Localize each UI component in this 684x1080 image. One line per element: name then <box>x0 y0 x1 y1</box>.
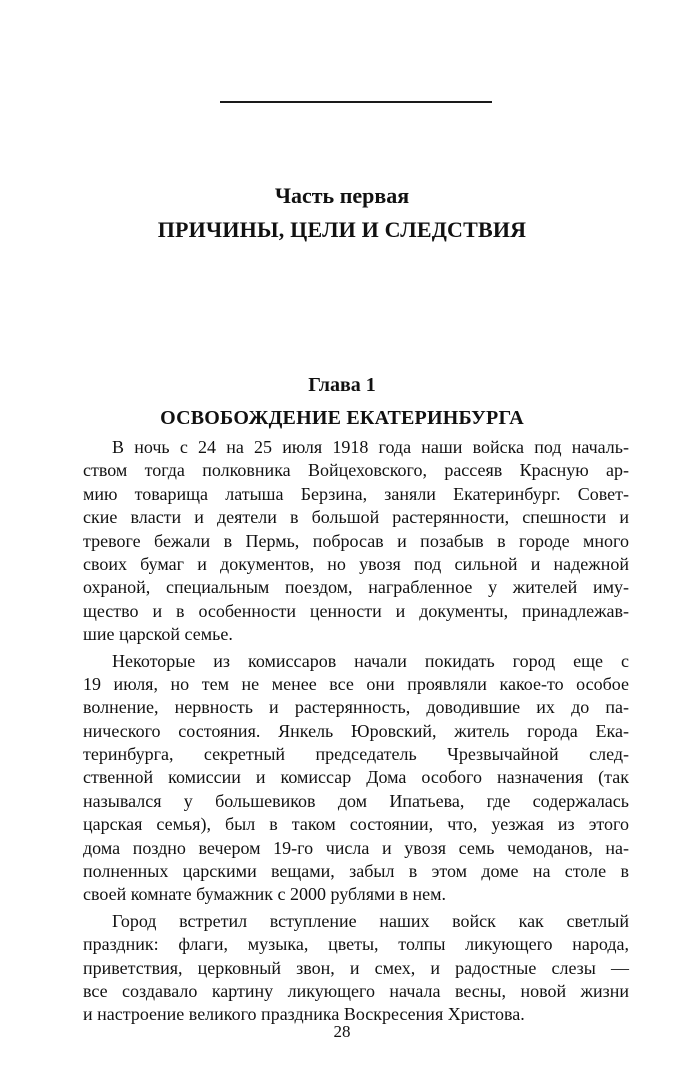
text-line: приветствия, церковный звон, и смех, и радостные слезы — <box>83 957 629 978</box>
part-heading <box>0 180 684 246</box>
text-line: В ночь с 24 на 25 июля 1918 года наши войска под началь- <box>112 437 629 457</box>
text-line: теринбурга, секретный председатель Чрезвычайной след- <box>83 744 629 765</box>
text-line: праздник: флаги, музыка, цветы, толпы ликующего народа, <box>83 934 629 955</box>
text-line: полненных царскими вещами, забыл в этом доме на столе в <box>83 861 629 882</box>
top-rule <box>220 101 492 103</box>
chapter-label: Глава 1 <box>308 374 376 396</box>
paragraph <box>83 910 629 1027</box>
text-line: волнение, нервность и растерянность, доводившие их до па- <box>83 697 629 718</box>
paragraph <box>83 436 629 647</box>
text-line: дома поздно вечером 19-го числа и увозя семь чемоданов, на- <box>83 837 629 858</box>
text-line: ственной комиссии и комиссар Дома особого назначения (так <box>83 767 629 788</box>
text-line: нического состояния. Янкель Юровский, житель города Ека- <box>83 720 629 741</box>
paragraph <box>83 650 629 907</box>
page-number: 28 <box>333 1022 351 1041</box>
text-line: ские власти и деятели в большой растерянности, спешности и <box>83 507 629 528</box>
text-line: назывался у большевиков дом Ипатьева, где содержалась <box>83 790 629 811</box>
text-line: своих бумаг и документов, но увозя под сильной и надежной <box>83 553 629 574</box>
text-line: щество и в особенности ценности и документы, принадлежав- <box>83 600 629 621</box>
text-line: все создавало картину ликующего начала весны, новой жизни <box>83 980 629 1001</box>
text-line: 19 июля, но тем не менее все они проявляли какое-то особое <box>83 673 629 694</box>
part-label: Часть первая <box>274 183 410 208</box>
text-line: своей комнате бумажник с 2000 рублями в нем. <box>83 884 447 905</box>
text-line: царская семья), был в таком состоянии, что, уезжая из этого <box>83 814 629 835</box>
text-line: охраной, специальным поездом, награбленное у жителей иму- <box>83 577 629 598</box>
text-line: тревоге бежали в Пермь, побросав и позабыв в городе много <box>83 530 629 551</box>
text-line: мию товарища латыша Берзина, заняли Екатеринбург. Совет- <box>83 483 629 504</box>
text-line: ством тогда полковника Войцеховского, рассеяв Красную ар- <box>83 460 629 481</box>
text-line: Некоторые из комиссаров начали покидать город еще с <box>112 650 629 671</box>
text-line: и настроение великого праздника Воскресения Христова. <box>83 1004 525 1025</box>
text-line: Город встретил вступление наших войск как светлый <box>112 910 629 931</box>
chapter-heading <box>0 370 684 433</box>
part-title: ПРИЧИНЫ, ЦЕЛИ И СЛЕДСТВИЯ <box>157 217 527 242</box>
text-line: шие царской семье. <box>83 624 233 645</box>
chapter-title: ОСВОБОЖДЕНИЕ ЕКАТЕРИНБУРГА <box>160 407 524 429</box>
body-text <box>83 436 629 1030</box>
